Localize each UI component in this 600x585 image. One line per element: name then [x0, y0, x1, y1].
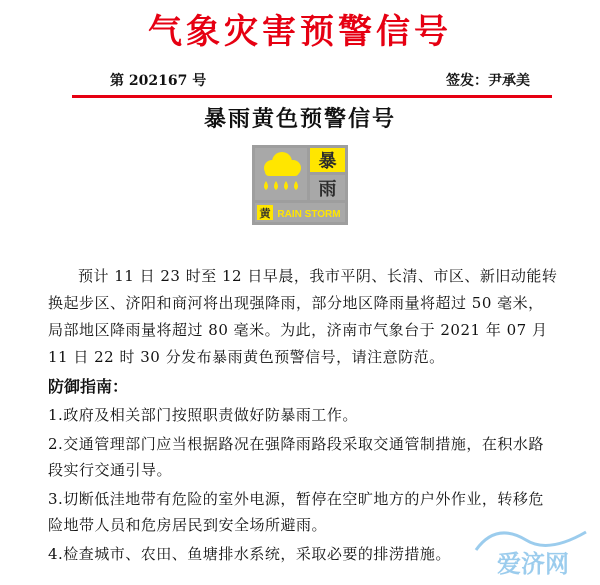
badge-glyph: 黄 — [259, 207, 271, 220]
rainstorm-yellow-warning-icon — [252, 145, 348, 225]
site-watermark-logo — [468, 520, 598, 580]
guide-item-1: 1.政府及相关部门按照职责做好防暴雨工作。 — [48, 406, 358, 424]
signal-title: 暴雨黄色预警信号 — [203, 106, 396, 132]
guide-item-4: 4.检查城市、农田、鱼塘排水系统，采取必要的排涝措施。 — [48, 545, 451, 563]
guide-item-3: 3.切断低洼地带有危险的室外电源，暂停在空旷地方的户外作业，转移危险地带人员和危房居民到安全场所避雨。 — [48, 490, 544, 534]
rain-storm-label: RAIN STORM — [277, 209, 341, 220]
glyph-bottom: 雨 — [318, 179, 337, 200]
guide-heading: 防御指南： — [48, 377, 129, 396]
guide-item-2: 2.交通管理部门应当根据路况在强降雨路段采取交通管制措施，在积水路段实行交通引导。 — [48, 435, 544, 479]
signer — [446, 72, 530, 90]
signer-label: 签发： — [446, 73, 488, 89]
watermark-text: 爱济网 — [497, 550, 569, 578]
document-title: 气象灾害预警信号 — [148, 12, 452, 52]
watermark-swoosh — [476, 532, 586, 550]
signer-name: 尹承美 — [488, 73, 530, 89]
glyph-top: 暴 — [318, 151, 337, 172]
document-number: 第 202167 号 — [110, 73, 207, 89]
red-divider — [72, 95, 552, 98]
warning-paragraph: 预计 11 日 23 时至 12 日早晨，我市平阴、长清、市区、新旧动能转换起步区、济阳和商河将出现强降雨，部分地区降雨量将超过 50 毫米，局部地区降雨量将超过 80 毫米。为此，济南市气象台于 2021 年 07 月 11 日 22 时 30 分发布暴雨黄色预警信号，请注意防范。 — [48, 267, 558, 366]
